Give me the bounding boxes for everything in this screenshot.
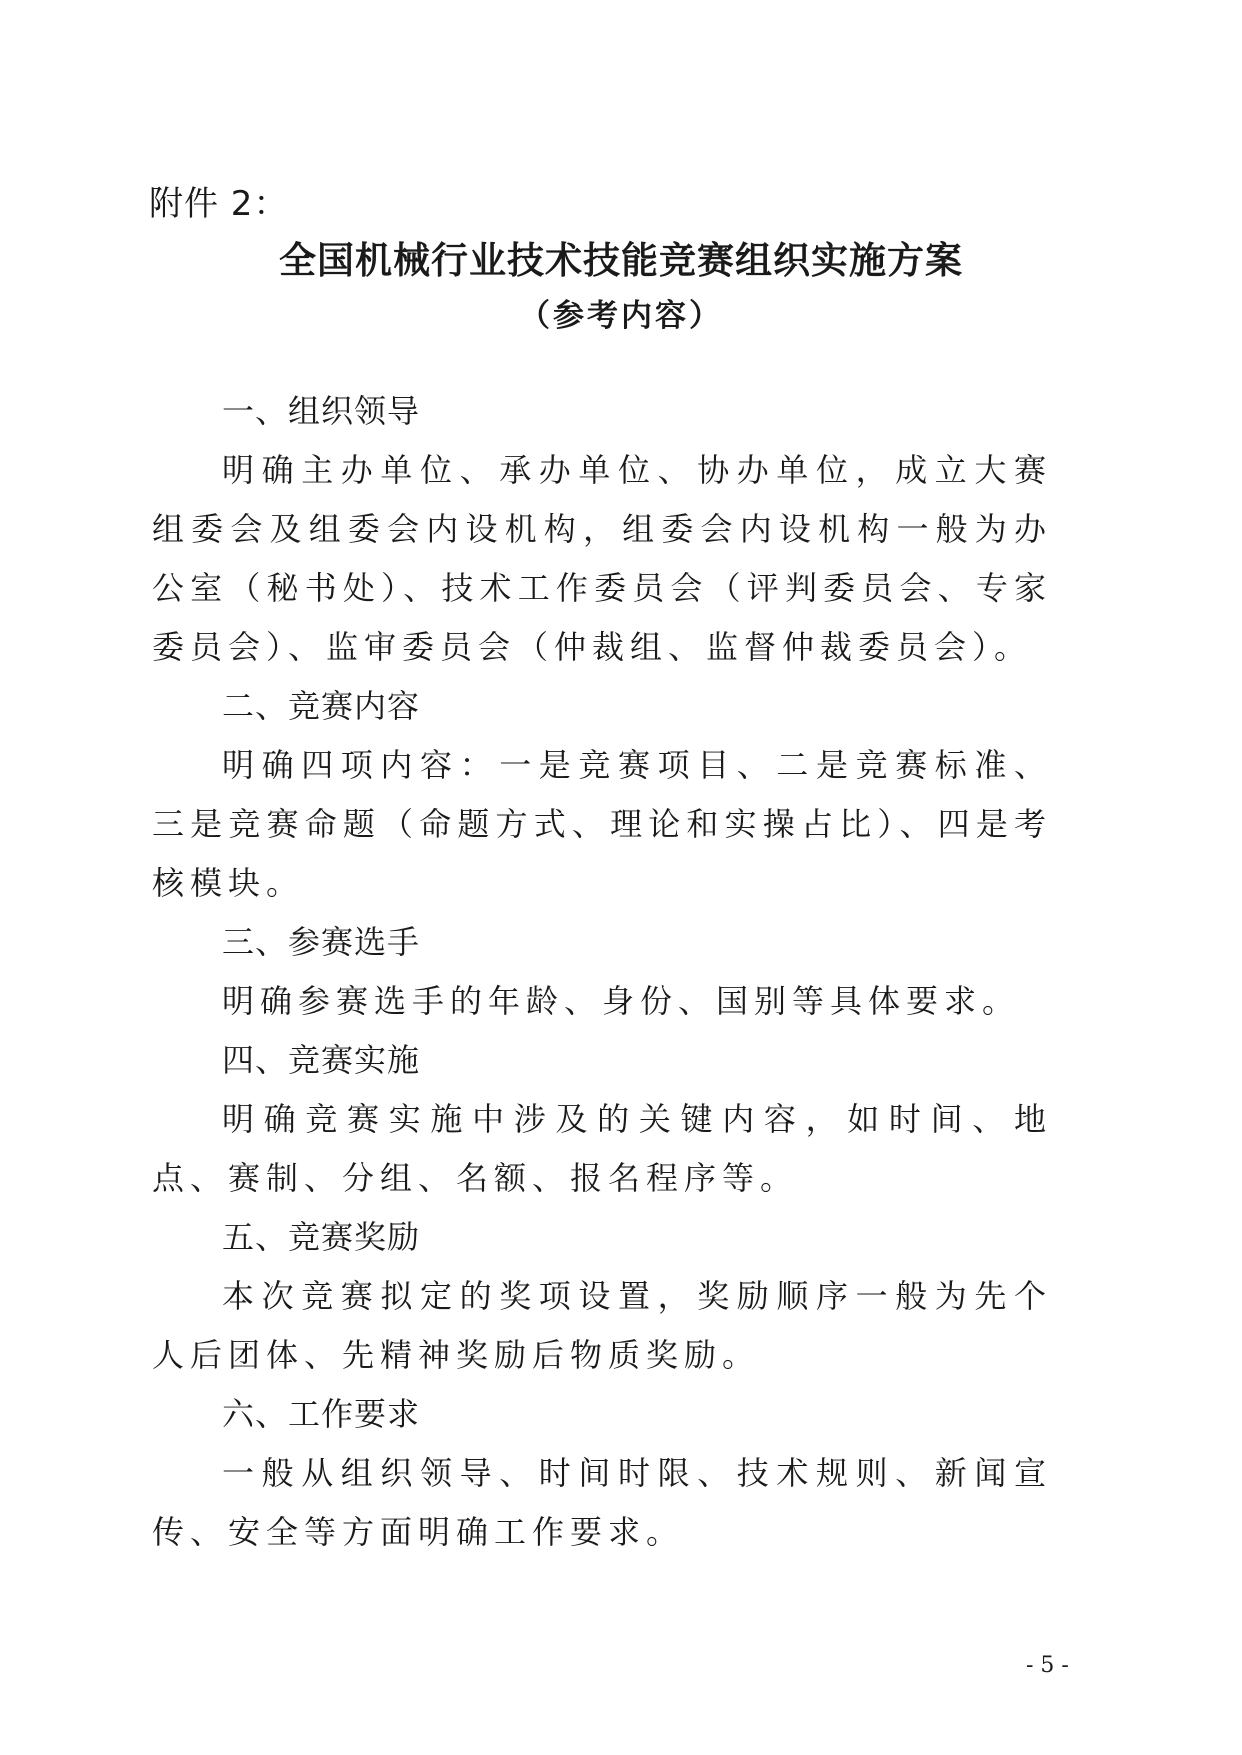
section-heading-implementation: 四、竞赛实施 — [222, 1041, 421, 1079]
section-heading-content: 二、竞赛内容 — [222, 687, 421, 725]
document-subtitle: （参考内容） — [519, 298, 723, 334]
section-heading-organization: 一、组织领导 — [222, 392, 421, 430]
section-heading-requirements: 六、工作要求 — [222, 1395, 421, 1433]
section-text-organization: 明确主办单位、承办单位、协办单位，成立大赛组委会及组委会内设机构，组委会内设机构一般为办公室（秘书处）、技术工作委员会（评判委员会、专家委员会）、监审委员会（仲裁组、监督仲裁委员会）。 — [152, 451, 1052, 666]
attachment-label: 附件 2： — [149, 184, 289, 224]
page-number: - 5 - — [1026, 1653, 1069, 1678]
section-text-requirements: 一般从组织领导、时间时限、技术规则、新闻宣传、安全等方面明确工作要求。 — [152, 1454, 1052, 1551]
document-title: 全国机械行业技术技能竞赛组织实施方案 — [279, 239, 963, 282]
section-text-content: 明确四项内容：一是竞赛项目、二是竞赛标准、三是竞赛命题（命题方式、理论和实操占比）、四是考核模块。 — [152, 746, 1052, 902]
section-text-contestants: 明确参赛选手的年龄、身份、国别等具体要求。 — [222, 982, 1021, 1020]
section-heading-contestants: 三、参赛选手 — [222, 923, 421, 961]
section-text-implementation: 明确竞赛实施中涉及的关键内容，如时间、地点、赛制、分组、名额、报名程序等。 — [152, 1100, 1052, 1197]
section-text-awards: 本次竞赛拟定的奖项设置，奖励顺序一般为先个人后团体、先精神奖励后物质奖励。 — [152, 1277, 1052, 1374]
document-body — [152, 382, 1052, 1562]
section-heading-awards: 五、竞赛奖励 — [222, 1218, 421, 1256]
